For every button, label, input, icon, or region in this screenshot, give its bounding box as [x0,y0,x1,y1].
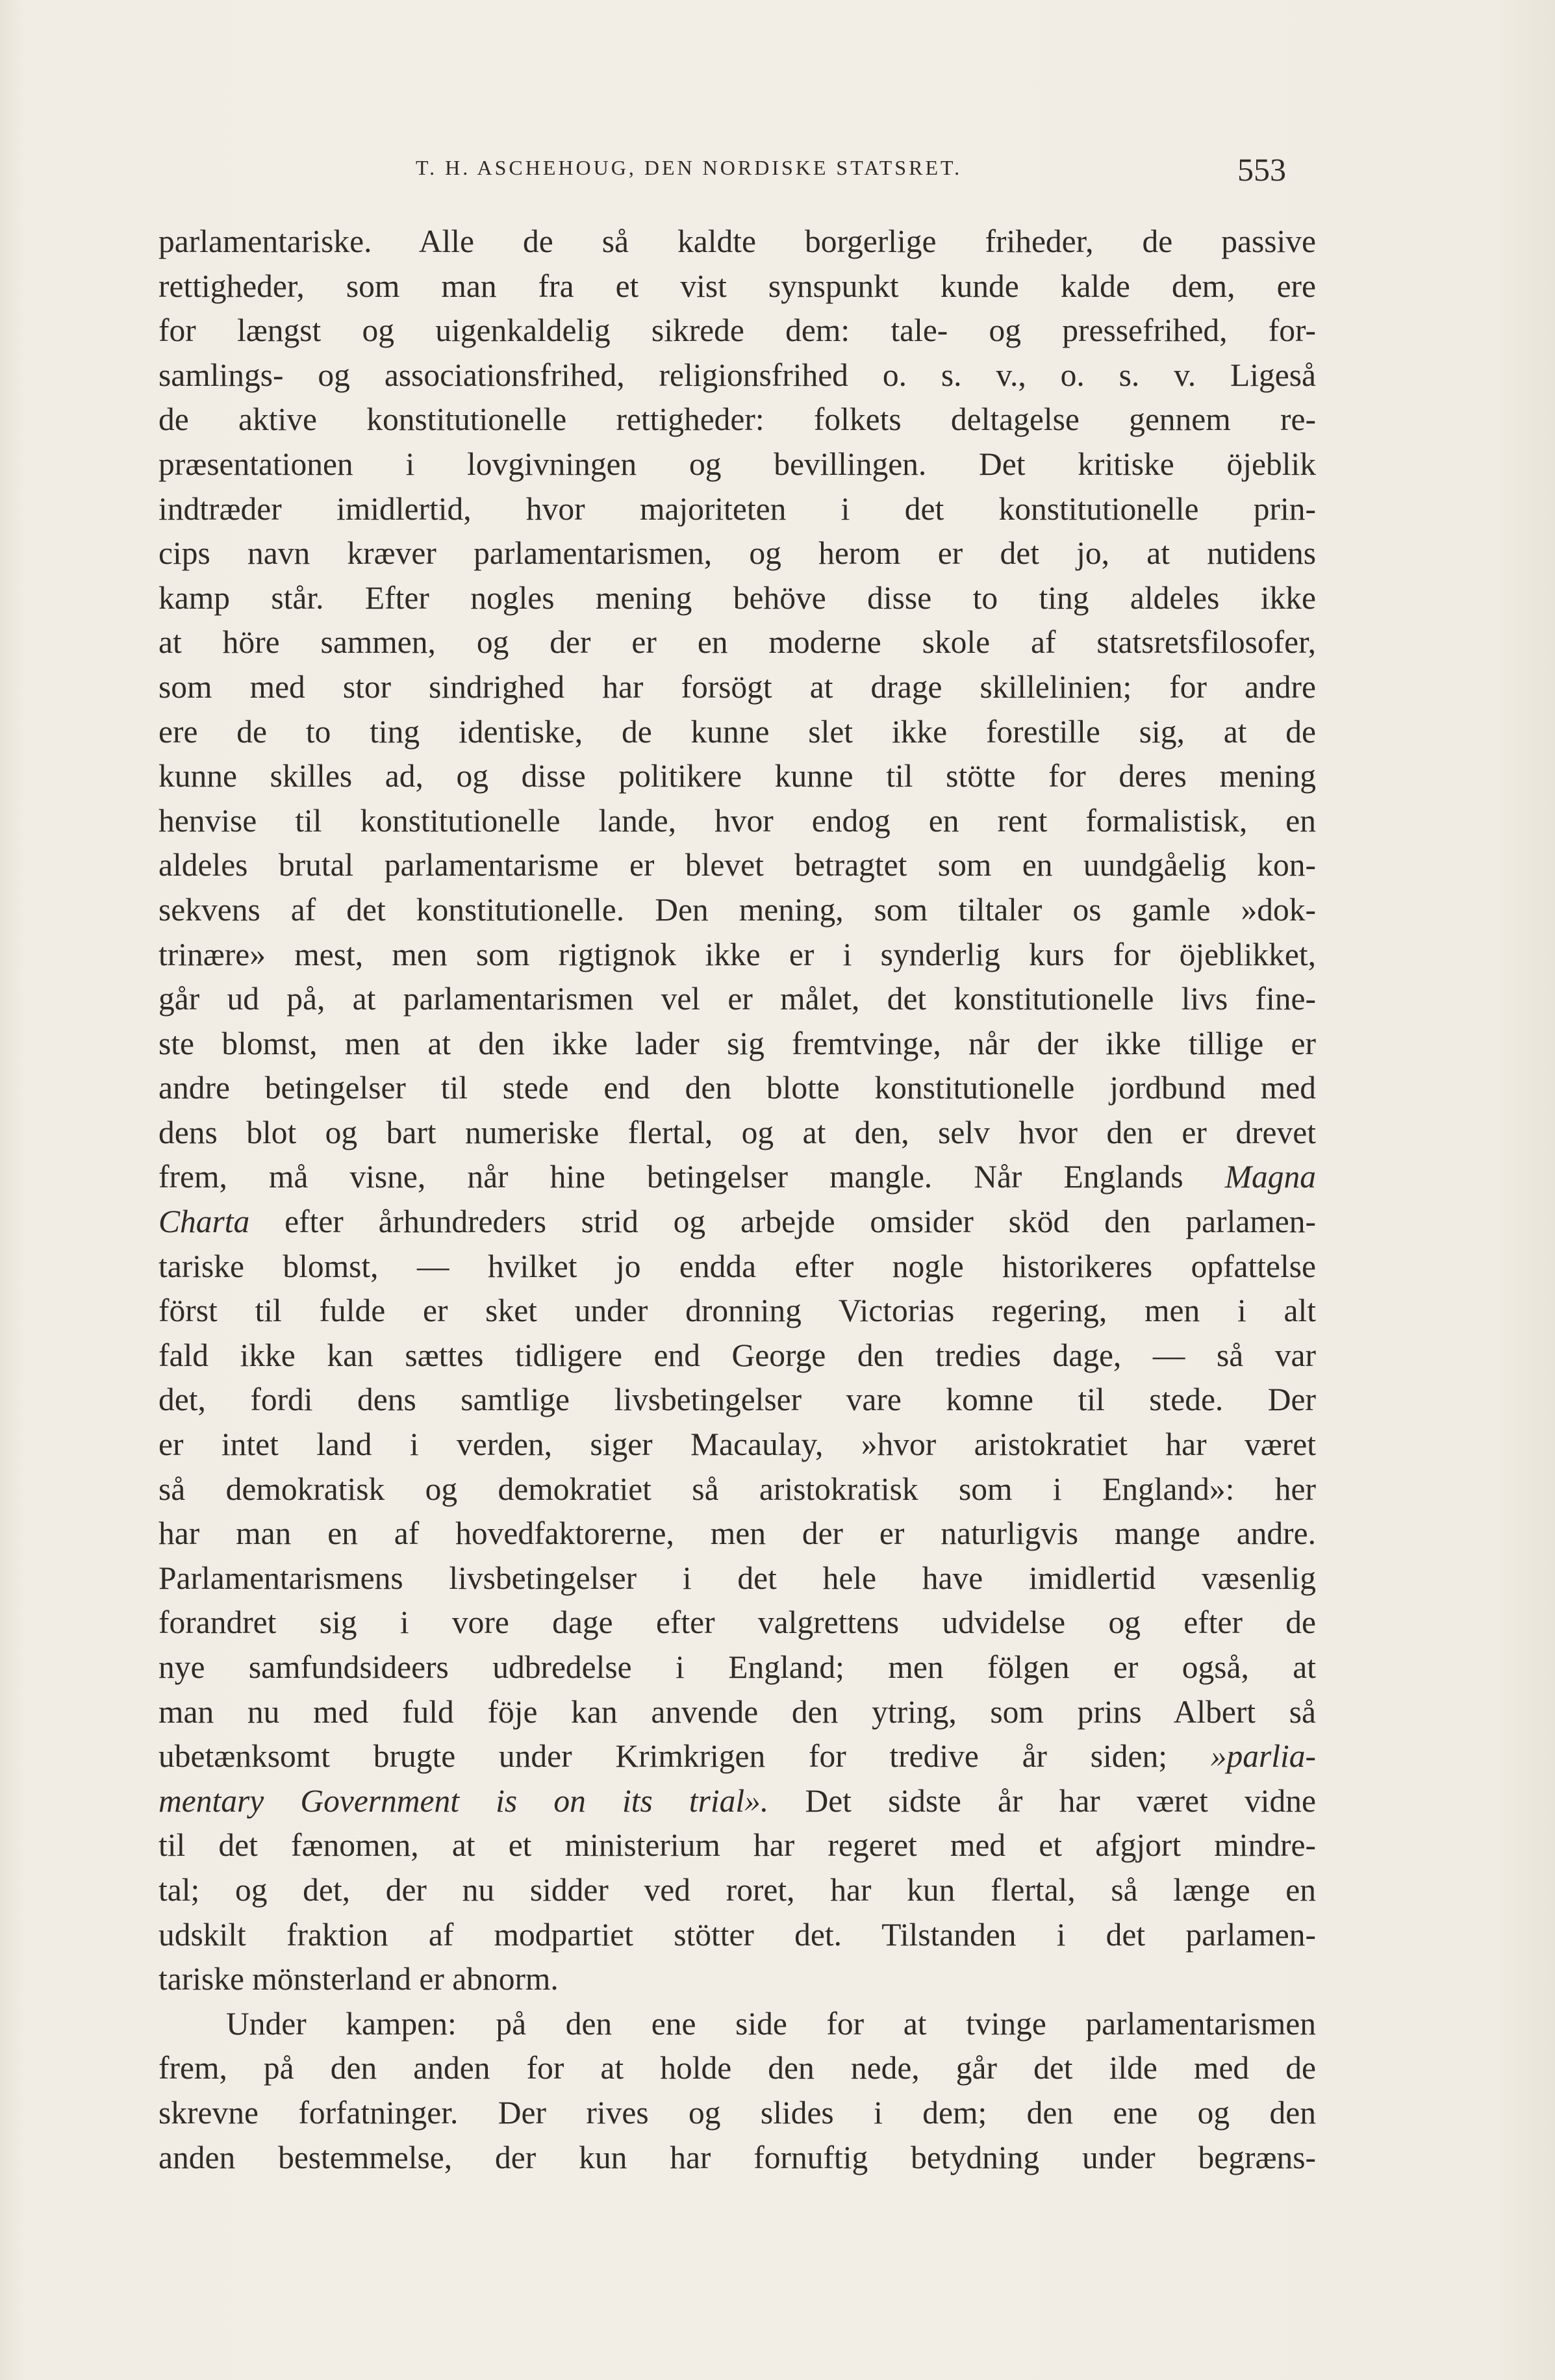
text-line: skrevne forfatninger. Der rives og slides i dem; den ene og den [158,2094,1316,2131]
text-line: samlings- og associationsfrihed, religionsfrihed o. s. v., o. s. v. Ligeså [158,357,1316,393]
text-line: henvise til konstitutionelle lande, hvor endog en rent formalistisk, en [158,802,1316,839]
text-line: andre betingelser til stede end den blotte konstitutionelle jordbund med [158,1070,1316,1106]
text-line: indtræder imidlertid, hvor majoriteten i det konstitutionelle prin- [158,490,1316,527]
running-head [416,151,1286,192]
text-line: har man en af hovedfaktorerne, men der er naturligvis mange andre. [158,1515,1316,1552]
italic-text-span: »parlia- [1210,1738,1316,1775]
text-line: nye samfundsideers udbredelse i England; men fölgen er også, at [158,1649,1316,1685]
text-line: trinære» mest, men som rigtignok ikke er i synderlig kurs for öjeblikket, [158,936,1316,972]
text-line: ere de to ting identiske, de kunne slet ikke forestille sig, at de [158,713,1316,750]
text-span: efter århundreders strid og arbejde omsider sköd den parlamen- [284,1204,1317,1240]
italic-text-span: Magna [1224,1159,1316,1195]
text-line: kamp står. Efter nogles mening behöve disse to ting aldeles ikke [158,579,1316,616]
text-line: aldeles brutal parlamentarisme er blevet betragtet som en uundgåelig kon- [158,847,1316,883]
text-line: tariske blomst, — hvilket jo endda efter nogle historikeres opfattelse [158,1248,1316,1284]
text-line: sekvens af det konstitutionelle. Den mening, som tiltaler os gamle »dok- [158,891,1316,928]
text-line: Under kampen: på den ene side for at tvinge parlamentarismen [226,2005,1316,2042]
text-line: udskilt fraktion af modpartiet stötter det. Tilstanden i det parlamen- [158,1916,1316,1953]
text-line: man nu med fuld föje kan anvende den ytring, som prins Albert så [158,1693,1316,1730]
text-line [158,1200,1316,1245]
text-line [158,1779,1316,1824]
text-line: frem, på den anden for at holde den nede, går det ilde med de [158,2050,1316,2086]
text-line: som med stor sindrighed har forsögt at drage skillelinien; for andre [158,668,1316,705]
text-line: at höre sammen, og der er en moderne skole af statsretsfilosofer, [158,624,1316,661]
page-number: 553 [1237,151,1286,188]
text-line: de aktive konstitutionelle rettigheder: folkets deltagelse gennem re- [158,401,1316,438]
paragraph-1 [158,220,1316,2002]
text-line: cips navn kræver parlamentarismen, og herom er det jo, at nutidens [158,535,1316,572]
text-span: frem, må visne, når hine betingelser mangle. Når Englands [158,1159,1183,1195]
paragraph-2 [158,2002,1316,2180]
text-line: præsentationen i lovgivningen og bevillingen. Det kritiske öjeblik [158,446,1316,482]
text-line: for længst og uigenkaldelig sikrede dem: tale- og pressefrihed, for- [158,312,1316,349]
text-line: först til fulde er sket under dronning Victorias regering, men i alt [158,1293,1316,1329]
text-line: fald ikke kan sættes tidligere end George den tredies dage, — så var [158,1337,1316,1373]
text-line: så demokratisk og demokratiet så aristokratisk som i England»: her [158,1471,1316,1507]
text-line: går ud på, at parlamentarismen vel er målet, det konstitutionelle livs fine- [158,981,1316,1017]
text-line: kunne skilles ad, og disse politikere kunne til stötte for deres mening [158,758,1316,794]
text-line [158,1155,1316,1200]
text-line: ste blomst, men at den ikke lader sig fremtvinge, når der ikke tillige er [158,1025,1316,1061]
text-line: er intet land i verden, siger Macaulay, »hvor aristokratiet har været [158,1426,1316,1463]
text-line: parlamentariske. Alle de så kaldte borgerlige friheder, de passive [158,223,1316,259]
text-line: forandret sig i vore dage efter valgrettens udvidelse og efter de [158,1604,1316,1641]
text-line: det, fordi dens samtlige livsbetingelser vare komne til stede. Der [158,1382,1316,1418]
text-line: anden bestemmelse, der kun har fornuftig betydning under begræns- [158,2139,1316,2175]
running-title: T. H. ASCHEHOUG, DEN NORDISKE STATSRET. [416,156,963,179]
text-line: til det fænomen, at et ministerium har regeret med et afgjort mindre- [158,1827,1316,1864]
italic-text-span: Charta [158,1204,250,1240]
italic-text-span: mentary Government is on its trial». [158,1782,769,1819]
body-text [158,220,1316,2180]
text-line: tariske mönsterland er abnorm. [158,1961,559,1997]
text-span: Det sidste år har været vidne [805,1782,1317,1819]
text-line: rettigheder, som man fra et vist synspunkt kunde kalde dem, ere [158,268,1316,304]
text-span: ubetænksomt brugte under Krimkrigen for tredive år siden; [158,1738,1167,1775]
text-line: Parlamentarismens livsbetingelser i det hele have imidlertid væsenlig [158,1560,1316,1596]
text-line [158,1734,1316,1779]
text-line: tal; og det, der nu sidder ved roret, har kun flertal, så længe en [158,1871,1316,1908]
text-line: dens blot og bart numeriske flertal, og at den, selv hvor den er drevet [158,1114,1316,1150]
